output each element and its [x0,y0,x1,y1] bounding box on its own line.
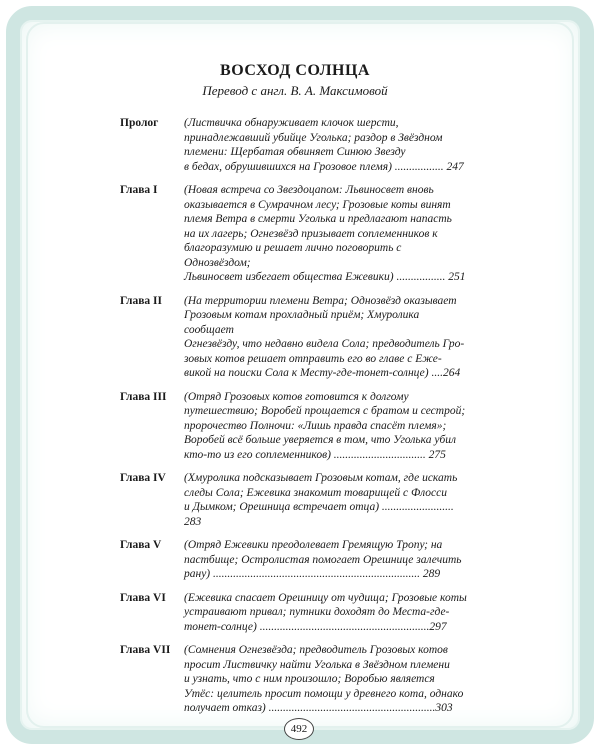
toc-entry-line: и узнать, что с ним произошло; Воробью является [184,673,435,685]
toc-entry-line: тонет-солнце) ...........................................................297 [184,620,447,633]
toc-entry-description [184,390,470,463]
toc-entry-label: Глава III [120,390,167,403]
toc-entry-line: и Дымком; Орешница встречает отца) ......................... 283 [184,501,454,528]
toc-entry-line: зовых котов решает отправить его во главе с Еже- [184,352,442,365]
toc-entry-label: Глава VI [120,591,166,604]
toc-entry-line: в бедах, обрушившихся на Грозовое племя) ................. 247 [184,160,464,173]
toc-entry-line: (Сомнения Огнезвёзда; предводитель Грозовых котов [184,644,448,656]
toc-entry-line: на их лагерь; Огнезвёзд призывает соплеменников к [184,227,438,240]
toc-entry-line: (На территории племени Ветра; Однозвёзд оказывает [184,294,457,307]
toc-entry-description [184,538,470,582]
toc-entry-line: благоразумию и решает лично поговорить с Однозвёздом; [184,242,402,269]
toc-entry-label: Глава VII [120,644,171,656]
toc-entry-label: Глава IV [120,472,166,484]
toc-entry-line: пророчество Полночи: «Лишь правда спасёт племя»; [184,419,447,432]
toc-entry-label: Глава V [120,539,162,551]
toc-entry-description [184,591,470,635]
toc-entry-description [184,471,470,529]
toc-entry [120,294,470,381]
toc-entry-line: (Новая встреча со Звездоцапом: Львиносвет вновь [184,184,434,196]
toc-entry [120,538,470,582]
toc-entry-line: оказывается в Сумрачном лесу; Грозовые коты винят [184,198,451,211]
toc-entry-description [184,643,470,716]
toc-entry-line: рану) ........................................................................ 289 [184,568,441,580]
toc-entry-line: (Отряд Ежевики преодолевает Гремящую Тропу; на [184,539,443,551]
toc-entry-line: Грозовым котам прохладный приём; Хмуролика сообщает [184,309,420,336]
toc-entry-line: кто-то из его соплеменников) ................................ 275 [184,448,446,461]
toc-entry-line: следы Сола; Ежевика знакомит товарищей с Флосси [184,486,447,499]
table-of-contents [120,116,470,716]
toc-entry-line: племени: Щербатая обвиняет Синюю Звезду [184,146,406,158]
toc-entry-line: (Хмуролика подсказывает Грозовым котам, где искать [184,472,458,484]
toc-entry-label: Глава I [120,184,158,196]
toc-entry-line: (Отряд Грозовых котов готовится к долгому [184,390,409,403]
toc-entry-line: (Ежевика спасает Орешницу от чудища; Грозовые коты [184,591,467,604]
toc-entry-line: пастбище; Остролистая помогает Орешнице залечить [184,553,462,566]
toc-entry-line: Утёс: целитель просит помощи у древнего кота, однако [184,687,464,700]
toc-entry-line: Огнезвёзду, что недавно видела Сола; предводитель Гро- [184,338,465,350]
toc-entry-label: Пролог [120,117,159,129]
toc-entry-label: Глава II [120,294,163,307]
toc-entry-line: викой на поиски Сола к Месту-где-тонет-солнце) ....264 [184,367,461,379]
toc-entry-line: Львиносвет избегает общества Ежевики) ................. 251 [184,271,466,283]
toc-entry [120,183,470,285]
toc-entry [120,471,470,529]
toc-entry-description [184,294,470,381]
book-title: ВОСХОД СОЛНЦА [220,62,370,79]
toc-entry-line: путешествию; Воробей прощается с братом и сестрой; [184,405,466,417]
toc-entry [120,591,470,635]
page-number: 492 [284,718,314,740]
toc-entry-line: Воробей всё больше уверяется в том, что Уголька убил [184,434,457,446]
toc-entry-line: получает отказ) ..........................................................303 [184,702,453,714]
toc-entry [120,390,470,463]
toc-entry-line: (Листвичка обнаруживает клочок шерсти, [184,117,399,129]
toc-entry-line: принадлежавший убийце Уголька; раздор в Звёздном [184,131,443,144]
toc-entry-description [184,183,470,285]
toc-entry-line: просит Листвичку найти Уголька в Звёздном племени [184,658,450,671]
toc-entry-description [184,116,470,174]
page-content [120,62,470,725]
toc-entry [120,643,470,716]
toc-entry [120,116,470,174]
toc-entry-line: племя Ветра в смерти Уголька и предлагают напасть [184,213,452,225]
toc-entry-line: устраивают привал; путники доходят до Места-где- [184,606,450,618]
translator-credit: Перевод с англ. В. А. Максимовой [202,83,388,98]
